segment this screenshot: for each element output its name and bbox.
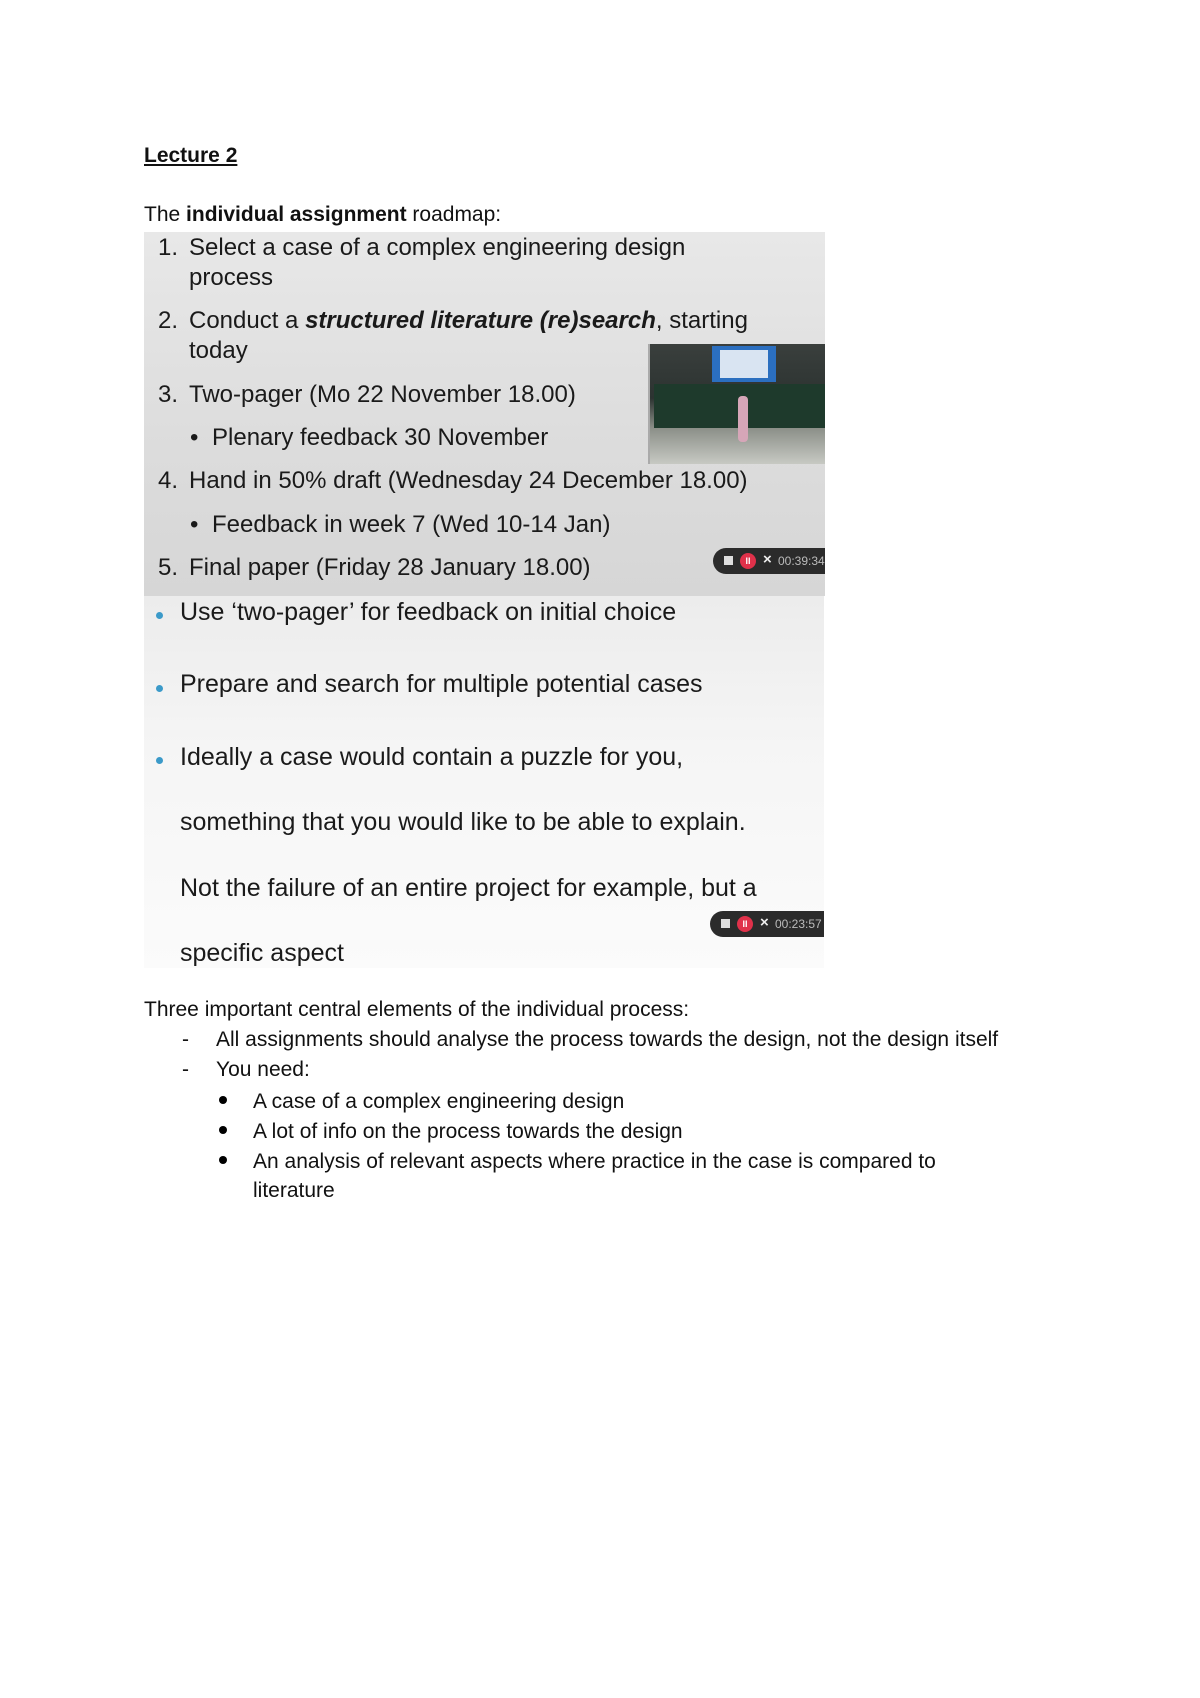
- roadmap-item-number: 5.: [158, 554, 179, 581]
- roadmap-item-number: 3.: [158, 381, 179, 408]
- roadmap-item-number: 1.: [158, 234, 179, 261]
- roadmap-item-number: 2.: [158, 307, 179, 334]
- slide-continuation: something that you would like to be able to explain.: [180, 808, 746, 836]
- dash-icon: -: [182, 1058, 189, 1081]
- recording-controls: [713, 548, 825, 574]
- roadmap-item-text: Select a case of a complex engineering design: [189, 234, 686, 261]
- dash-icon: -: [182, 1028, 189, 1051]
- recording-time: 00:39:34: [778, 554, 825, 568]
- structured-literature-emphasis: structured literature (re)search: [305, 307, 656, 334]
- roadmap-item-text: Hand in 50% draft (Wednesday 24 December 18.00): [189, 467, 748, 494]
- projector-screen-icon: [712, 346, 776, 382]
- bullet-icon: [156, 757, 163, 764]
- bullet-icon: [219, 1156, 227, 1164]
- lecture-video-thumbnail: [648, 344, 825, 464]
- bullet-icon: •: [190, 424, 199, 451]
- slide-continuation: specific aspect: [180, 939, 344, 967]
- roadmap-item-text: process: [189, 264, 274, 291]
- pause-icon: II: [737, 916, 753, 932]
- roadmap-item-text: Two-pager (Mo 22 November 18.00): [189, 381, 576, 408]
- slide-bullet: Prepare and search for multiple potential cases: [180, 670, 703, 698]
- bullet-icon: [219, 1126, 227, 1134]
- slide-screenshot-roadmap: 1. Select a case of a complex engineering design process 2. Conduct a structured literature (re)search, starting today 3. Two-pager (Mo 22 November 18.00) • Plenary feedback 30 November 4. Hand in 50% draft (Wednesday 24 December 18.00) • Feedback in week 7 (Wed 10-14 Jan) 5. Final paper (Friday 28 January 18.00) II × 00:39:34: [144, 232, 825, 596]
- slide-bullet: Use ‘two-pager’ for feedback on initial choice: [180, 598, 677, 626]
- roadmap-item-text: Conduct a structured literature (re)search, starting: [189, 307, 748, 334]
- stop-icon: [724, 556, 733, 565]
- roadmap-heading-suffix: roadmap:: [406, 203, 502, 226]
- roadmap-item-number: 4.: [158, 467, 179, 494]
- slide-continuation: Not the failure of an entire project for example, but a: [180, 874, 757, 902]
- pause-icon: II: [740, 553, 756, 569]
- close-icon: ×: [760, 914, 769, 931]
- lecturer-figure-icon: [738, 396, 748, 442]
- slide-bullet: Ideally a case would contain a puzzle for you,: [180, 743, 684, 771]
- roadmap-item-text: Final paper (Friday 28 January 18.00): [189, 554, 591, 581]
- bullet-icon: •: [190, 511, 199, 538]
- roadmap-heading-bold: individual assignment: [186, 203, 407, 226]
- slide-screenshot-case-advice: [144, 596, 824, 968]
- bullet-icon: [156, 612, 163, 619]
- bullet-icon: [219, 1096, 227, 1104]
- recording-time: 00:23:57: [775, 917, 822, 931]
- roadmap-item-text: today: [189, 337, 248, 364]
- page-title: Lecture 2: [144, 144, 238, 167]
- elements-heading: Three important central elements of the individual process:: [144, 998, 690, 1021]
- recording-controls: [710, 911, 824, 937]
- roadmap-heading-prefix: The: [144, 203, 187, 226]
- close-icon: ×: [763, 551, 772, 568]
- bullet-icon: [156, 685, 163, 692]
- stop-icon: [721, 919, 730, 928]
- roadmap-heading: [144, 203, 501, 227]
